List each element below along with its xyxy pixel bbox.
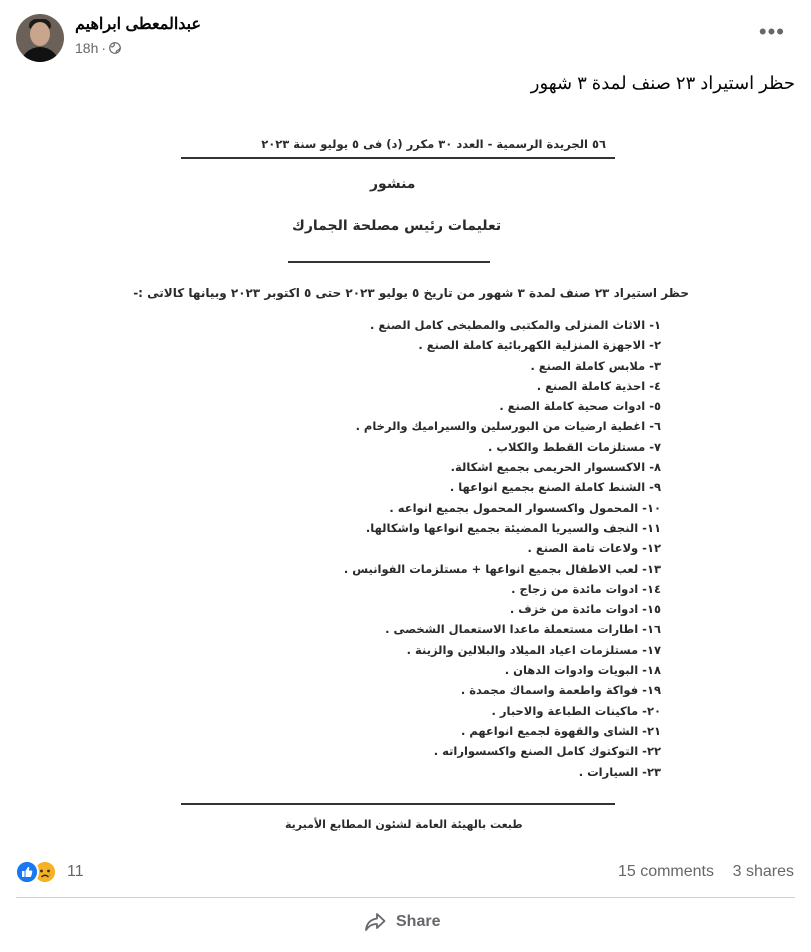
list-item: ١٢- ولاعات تامة الصنع . xyxy=(527,541,661,556)
list-item: ١٠- المحمول واكسسوار المحمول بجميع انواعه . xyxy=(389,500,661,515)
header-rule xyxy=(181,157,615,159)
comments-count[interactable]: 15 comments xyxy=(617,863,714,880)
subtitle-rule xyxy=(288,261,490,263)
document-image[interactable] xyxy=(0,110,811,846)
reaction-count[interactable]: 11 xyxy=(67,863,84,880)
list-item: ٥- ادوات صحية كاملة الصنع . xyxy=(499,399,661,414)
post-actions-bar xyxy=(16,897,795,946)
list-item: ١١- النجف والسيريا المضيئة بجميع انواعها واشكالها. xyxy=(365,520,661,535)
reaction-icons[interactable] xyxy=(17,862,57,882)
banned-items-list xyxy=(141,318,661,785)
shares-count[interactable]: 3 shares xyxy=(732,863,794,880)
avatar-face xyxy=(30,22,50,46)
meta-separator: · xyxy=(101,40,107,56)
list-item: ٢٠- ماكينات الطباعة والاحبار . xyxy=(491,703,661,718)
list-item: ١٣- لعب الاطفال بجميع انواعها + مستلزمات الفوانيس . xyxy=(343,561,661,576)
author-name[interactable]: عبدالمعطى ابراهيم xyxy=(75,16,202,33)
list-item: ٩- الشنط كاملة الصنع بجميع انواعها . xyxy=(449,480,661,495)
share-button[interactable] xyxy=(364,908,440,936)
avatar[interactable] xyxy=(16,14,64,62)
list-item: ١٤- ادوات مائدة من زجاج . xyxy=(511,581,661,596)
list-item: ١٦- اطارات مستعملة ماعدا الاستعمال الشخصى . xyxy=(385,622,661,637)
avatar-shirt xyxy=(20,47,60,62)
like-reaction-icon xyxy=(15,860,39,884)
more-options-icon[interactable]: ••• xyxy=(758,19,785,44)
share-label: Share xyxy=(396,913,441,930)
list-item: ١٧- مستلزمات اعياد الميلاد والبلالين والزينة . xyxy=(406,642,661,657)
list-item: ٣- ملابس كاملة الصنع . xyxy=(530,358,661,373)
post-header xyxy=(0,0,811,72)
list-item: ٢١- الشاى والقهوة لجميع انواعهم . xyxy=(460,723,661,738)
list-item: ١- الاثاث المنزلى والمكتبى والمطبخى كامل الصنع . xyxy=(370,318,661,332)
list-item: ٨- الاكسسوار الحريمى بجميع اشكالة. xyxy=(450,460,661,475)
post-stats xyxy=(0,846,811,896)
globe-icon xyxy=(109,42,121,54)
document-intro: حظر استيراد ٢٣ صنف لمدة ٣ شهور من تاريخ ٥ يوليو ٢٠٢٣ حتى ٥ اكتوبر ٢٠٢٣ وبيانها كالاتى :- xyxy=(133,286,689,300)
footer-rule xyxy=(181,803,615,805)
list-item: ٦- اغطية ارضيات من البورسلين والسيراميك والرخام . xyxy=(355,419,661,434)
list-item: ٢٢- التوكتوك كامل الصنع واكسسواراته . xyxy=(433,744,661,759)
document-subtitle: تعليمات رئيس مصلحة الجمارك xyxy=(292,218,502,234)
post-time[interactable]: 18h xyxy=(75,40,99,56)
list-item: ١٨- البويات وادوات الدهان . xyxy=(504,663,661,678)
list-item: ١٩- فواكة واطعمة واسماك مجمدة . xyxy=(460,683,661,698)
list-item: ٤- احذية كاملة الصنع . xyxy=(536,378,661,393)
document-title: منشور xyxy=(370,176,416,192)
list-item: ١٥- ادوات مائدة من خزف . xyxy=(509,602,661,617)
list-item: ٢٣- السيارات . xyxy=(578,764,661,779)
list-item: ٢- الاجهزة المنزلية الكهربائية كاملة الصنع . xyxy=(418,338,661,353)
list-item: ٧- مستلزمات القطط والكلاب . xyxy=(488,439,661,454)
document-footer: طبعت بالهيئة العامة لشئون المطابع الأميرية xyxy=(285,818,523,831)
post-text: حظر استيراد ٢٣ صنف لمدة ٣ شهور xyxy=(530,73,795,93)
post-meta xyxy=(75,40,121,56)
gazette-header: ٥٦ الجريدة الرسمية - العدد ٣٠ مكرر (د) فى ٥ يوليو سنة ٢٠٢٣ xyxy=(261,137,606,151)
share-icon xyxy=(364,912,386,932)
